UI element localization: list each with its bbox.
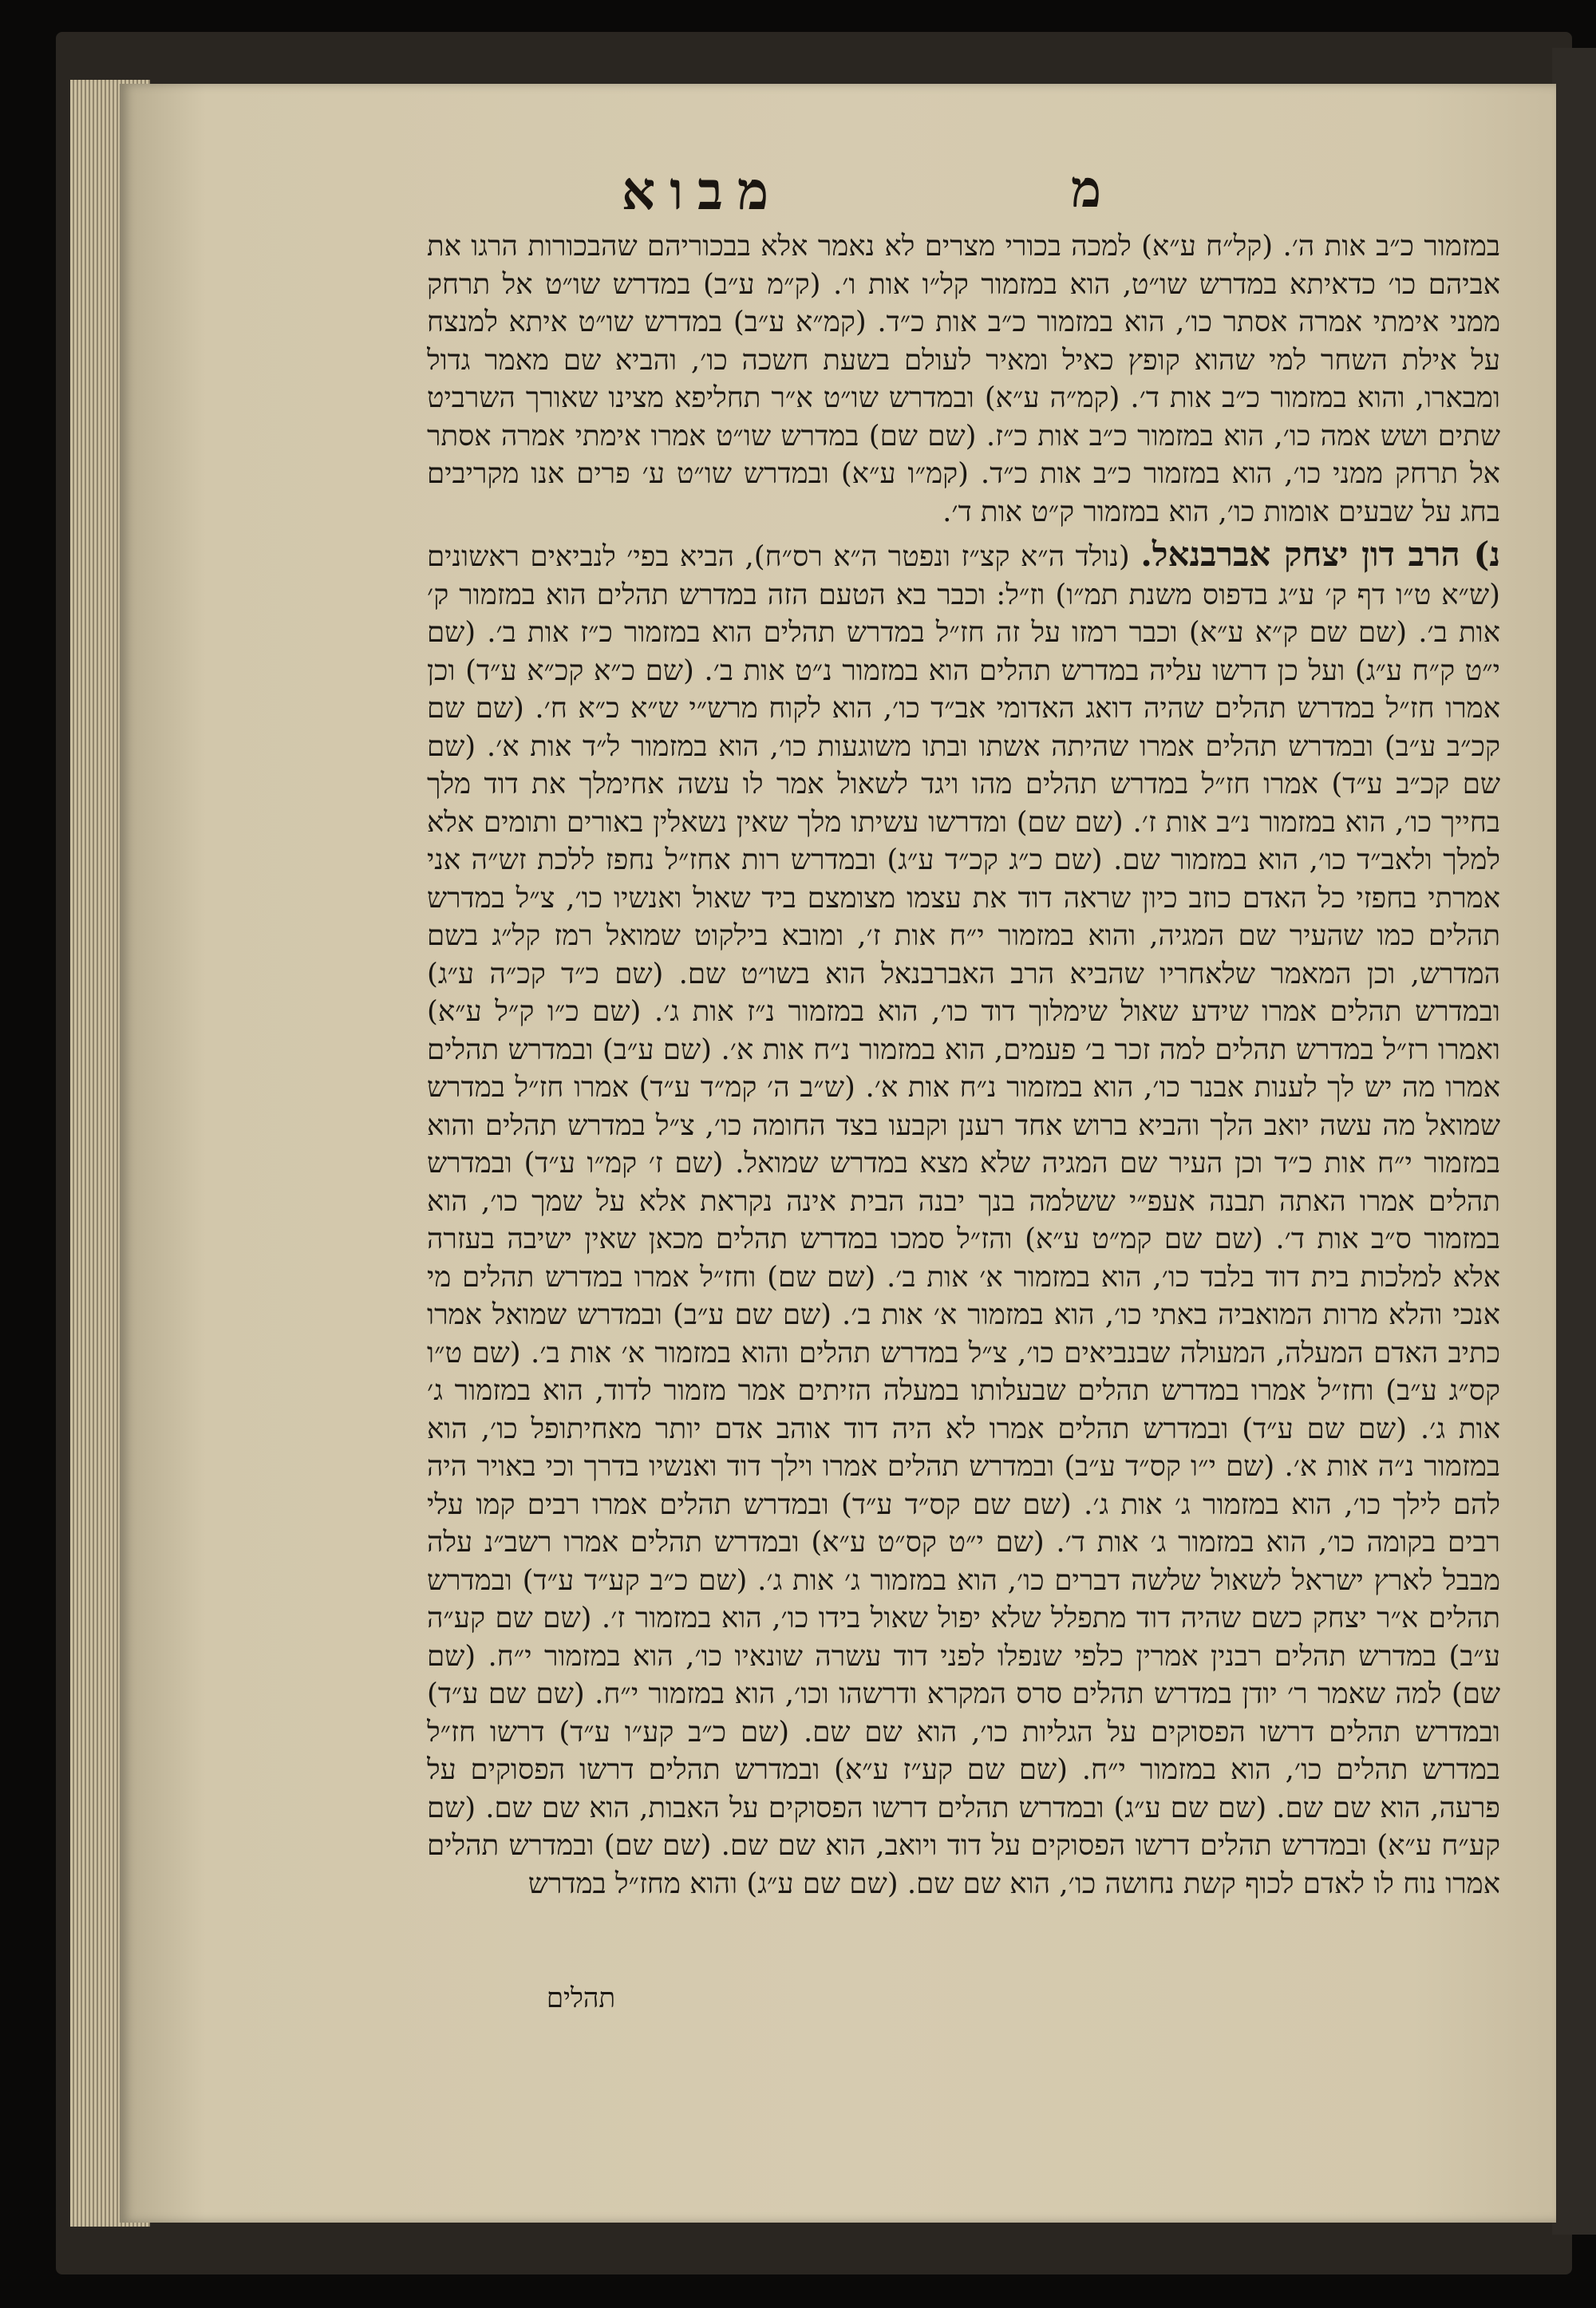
paragraph [427,227,1500,531]
body-text [427,227,1500,2063]
catchword: תהלים [546,1982,616,2014]
paragraph-text: (נולד ה״א קצ״ז ונפטר ה״א רס״ח), הביא בפי׳ לנביאים ראשונים (ש״א ט״ו דף ק׳ ע״ג בדפוס משנת תמ״ו) וז״ל: וכבר בא הטעם הזה במדרש תהלים הוא במזמור ק׳ אות ב׳. (שם שם ק״א ע״א) וכבר רמזו על זה חז״ל במדרש תהלים הוא במזמור כ״ז אות ב׳. (שם י״ט ק״ח ע״ג) ועל כן דרשו עליה במדרש תהלים הוא במזמור נ״ט אות ב׳. (שם כ״א קכ״א ע״ד) וכן אמרו חז״ל במדרש תהלים שהיה דואג האדומי אב״ד כו׳, הוא לקוח מרש״י ש״א כ״א ח׳. (שם שם קכ״ב ע״ב) ובמדרש תהלים אמרו שהיתה אשתו ובתו משוגעות כו׳, הוא במזמור ל״ד אות א׳. (שם שם קכ״ב ע״ד) אמרו חז״ל במדרש תהלים מהו ויגד לשאול אמר לו עשה אחימלך את דוד מלך בחייך כו׳, הוא במזמור נ״ב אות ז׳. (שם שם) ומדרשו עשיתו מלך שאין נשאלין באורים ותומים אלא למלך ולאב״ד כו׳, הוא במזמור שם. (שם כ״ג קכ״ד ע״ג) ובמדרש רות אחז״ל נחפז ללכת זש״ה אני אמרתי בחפזי כל האדם כוזב כיון שראה דוד את עצמו מצומצם ביד שאול ואנשיו כו׳, צ״ל במדרש תהלים כמו שהעיר שם המגיה, והוא במזמור י״ח אות ז׳, ומובא בילקוט שמואל רמז קל״ג בשם המדרש, וכן המאמר שלאחריו שהביא הרב האברבנאל הוא בשו״ט שם. (שם כ״ד קכ״ה ע״ג) ובמדרש תהלים אמרו שידע שאול שימלוך דוד כו׳, הוא במזמור נ״ז אות ג׳. (שם כ״ו ק״ל ע״א) ואמרו רז״ל במדרש תהלים למה זכר ב׳ פעמים, הוא במזמור נ״ח אות א׳. (שם ע״ב) ובמדרש תהלים אמרו מה יש לך לענות אבנר כו׳, הוא במזמור נ״ח אות א׳. (ש״ב ה׳ קמ״ד ע״ד) אמרו חז״ל במדרש שמואל מה עשה יואב הלך והביא ברוש אחד רענן וקבעו בצד החומה כו׳, צ״ל במדרש תהלים והוא במזמור י״ח אות כ״ד וכן העיר שם המגיה שלא מצא במדרש שמואל. (שם ז׳ קמ״ו ע״ד) ובמדרש תהלים אמרו האתה תבנה אעפ״י ששלמה בנך יבנה הבית אינה נקראת אלא על שמך כו׳, הוא במזמור ס״ב אות ד׳. (שם שם קמ״ט ע״א) והז״ל סמכו במדרש תהלים מכאן שאין ישיבה בעזרה אלא למלכות בית דוד בלבד כו׳, הוא במזמור א׳ אות ב׳. (שם שם) וחז״ל אמרו במדרש תהלים מי אנכי והלא מרות המואביה באתי כו׳, הוא במזמור א׳ אות ב׳. (שם שם ע״ב) ובמדרש שמואל אמרו כתיב האדם המעלה, המעולה שבנביאים כו׳, צ״ל במדרש תהלים והוא במזמור א׳ אות ב׳. (שם ט״ו קס״ג ע״ב) וחז״ל אמרו במדרש תהלים שבעלותו במעלה הזיתים אמר מזמור לדוד, הוא במזמור ג׳ אות ג׳. (שם שם ע״ד) ובמדרש תהלים אמרו לא היה דוד אוהב אדם יותר מאחיתופל כו׳, הוא במזמור נ״ה אות א׳. (שם י״ו קס״ד ע״ב) ובמדרש תהלים אמרו וילך דוד ואנשיו בדרך וכי באויר היה להם לילך כו׳, הוא במזמור ג׳ אות ג׳. (שם שם קס״ד ע״ד) ובמדרש תהלים אמרו רבים קמו עלי רבים בקומה כו׳, הוא במזמור ג׳ אות ד׳. (שם י״ט קס״ט ע״א) ובמדרש תהלים אמרו רשב״נ עלה מבבל לארץ ישראל לשאול שלשה דברים כו׳, הוא במזמור ג׳ אות ג׳. (שם כ״ב קע״ד ע״ד) ובמדרש תהלים א״ר יצחק כשם שהיה דוד מתפלל שלא יפול שאול בידו כו׳, הוא במזמור ז׳. (שם שם קע״ה ע״ב) במדרש תהלים רבנין אמרין כלפי שנפלו לפני דוד עשרה שונאיו כו׳, הוא במזמור י״ח. (שם שם) למה שאמר ר׳ יודן במדרש תהלים סרס המקרא ודרשהו וכו׳, הוא במזמור י״ח. (שם שם ע״ד) ובמדרש תהלים דרשו הפסוקים על הגליות כו׳, הוא שם שם. (שם כ״ב קע״ו ע״ד) דרשו חז״ל במדרש תהלים כו׳, הוא במזמור י״ח. (שם שם קע״ז ע״א) ובמדרש תהלים דרשו הפסוקים על פרעה, הוא שם שם. (שם שם ע״ג) ובמדרש תהלים דרשו הפסוקים על האבות, הוא שם שם. (שם קע״ח ע״א) ובמדרש תהלים דרשו הפסוקים על דוד ויואב, הוא שם שם. (שם שם) ובמדרש תהלים אמרו נוח לו לאדם לכוף קשת נחושה כו׳, הוא שם שם. (שם שם ע״ג) והוא מחז״ל במדרש [427,540,1500,1900]
book-cover-edge [1552,48,1596,2235]
page-header [303,160,1101,231]
page-number-letter: מ [1071,160,1101,219]
page-title: מבוא [621,160,784,222]
section-heading: נ) הרב דון יצחק אברבנאל. [1140,535,1500,574]
paragraph [427,536,1500,1903]
paragraph-text: במזמור כ״ב אות ה׳. (קל״ח ע״א) למכה בכורי מצרים לא נאמר אלא בבכוריהם שהבכורות הרגו את אביהם כו׳ כדאיתא במדרש שו״ט, הוא במזמור קל״ו אות ו׳. (ק״מ ע״ב) במדרש שו״ט אל תרחק ממני אימתי אמרה אסתר כו׳, הוא במזמור כ״ב אות כ״ד. (קמ״א ע״ב) במדרש שו״ט איתא למנצח על אילת השחר למי שהוא קופץ כאיל ומאיר לעולם בשעת חשכה כו׳, והביא שם מאמר גדול ומבארו, והוא במזמור כ״ב אות ד׳. (קמ״ה ע״א) ובמדרש שו״ט א״ר תחליפא מצינו שאורך השרביט שתים ושש אמה כו׳, הוא במזמור כ״ב אות כ״ז. (שם שם) במדרש שו״ט אמרו אימתי אמרה אסתר אל תרחק ממני כו׳, הוא במזמור כ״ב אות כ״ד. (קמ״ו ע״א) ובמדרש שו״ט ע׳ פרים אנו מקריבים בחג על שבעים אומות כו׳, הוא במזמור ק״ט אות ד׳. [427,230,1500,528]
